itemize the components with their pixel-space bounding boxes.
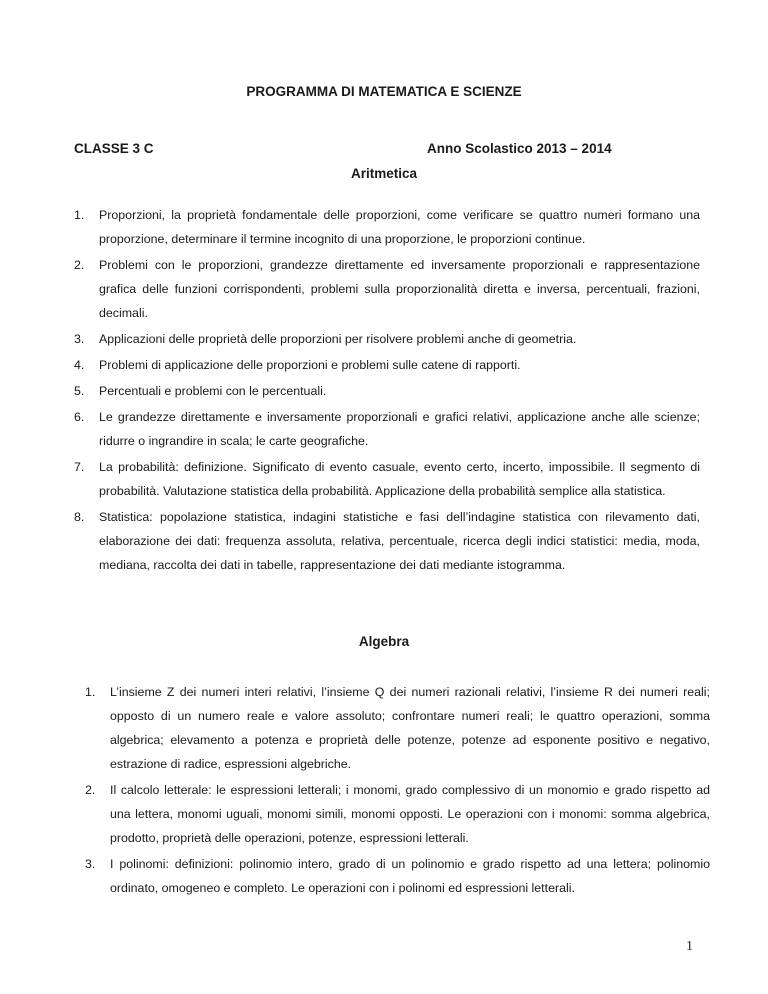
section-title-aritmetica: Aritmetica xyxy=(350,166,418,181)
item-text: Statistica: popolazione statistica, indagini statistiche e fasi dell’indagine statistica con rilevamento dati, elaborazione dei dati: frequenza assoluta, relativa, percentuale, ricerca degli indici statistici: media, moda, mediana, raccolta dei dati in tabelle, rappresentazione dei dati mediante istogramma. xyxy=(99,510,700,572)
section-title-algebra: Algebra xyxy=(358,634,410,649)
list-item xyxy=(74,327,700,351)
item-text: Applicazioni delle proprietà delle proporzioni per risolvere problemi anche di geometria. xyxy=(99,332,577,346)
item-number: 5. xyxy=(74,384,85,398)
list-item xyxy=(74,405,700,453)
list-item xyxy=(74,379,700,403)
item-text: Proporzioni, la proprietà fondamentale delle proporzioni, come verificare se quattro numeri formano una proporzione, determinare il termine incognito di una proporzione, le proporzioni continue. xyxy=(99,208,700,246)
item-number: 1. xyxy=(85,685,96,699)
item-number: 4. xyxy=(74,358,85,372)
item-text: Problemi con le proporzioni, grandezze direttamente ed inversamente proporzionali e rappresentazione grafica delle funzioni corrispondenti, problemi sulla proporzionalità diretta e inversa, percentuali, frazioni, decimali. xyxy=(99,258,700,320)
list-item xyxy=(85,680,710,776)
item-text: Le grandezze direttamente e inversamente proporzionali e grafici relativi, applicazione anche alle scienze; ridurre o ingrandire in scala; le carte geografiche. xyxy=(99,410,700,448)
list-item xyxy=(74,505,700,577)
list-item xyxy=(85,778,710,850)
item-text: I polinomi: definizioni: polinomio intero, grado di un polinomio e grado rispetto ad una lettera; polinomio ordinato, omogeneo e completo. Le operazioni con i polinomi ed espressioni letterali. xyxy=(110,857,710,895)
list-item xyxy=(85,852,710,900)
item-number: 2. xyxy=(85,783,96,797)
item-number: 8. xyxy=(74,510,85,524)
aritmetica-list xyxy=(74,203,700,579)
item-text: La probabilità: definizione. Significato di evento casuale, evento certo, incerto, impossibile. Il segmento di probabilità. Valutazione statistica della probabilità. Applicazione della probabilità semplice alla statistica. xyxy=(99,460,700,498)
algebra-list xyxy=(85,680,710,902)
item-number: 7. xyxy=(74,460,85,474)
item-number: 3. xyxy=(74,332,85,346)
item-text: Problemi di applicazione delle proporzioni e problemi sulle catene di rapporti. xyxy=(99,358,521,372)
item-number: 2. xyxy=(74,258,85,272)
item-number: 3. xyxy=(85,857,96,871)
item-number: 6. xyxy=(74,410,85,424)
list-item xyxy=(74,203,700,251)
page-number: 1 xyxy=(686,939,693,954)
class-label: CLASSE 3 C xyxy=(74,141,154,156)
list-item xyxy=(74,253,700,325)
list-item xyxy=(74,455,700,503)
document-title: PROGRAMMA DI MATEMATICA E SCIENZE xyxy=(246,84,522,99)
school-year-label: Anno Scolastico 2013 – 2014 xyxy=(427,141,612,156)
list-item xyxy=(74,353,700,377)
item-text: L’insieme Z dei numeri interi relativi, l’insieme Q dei numeri razionali relativi, l’insieme R dei numeri reali; opposto di un numero reale e valore assoluto; confrontare numeri reali; le quattro operazioni, somma algebrica; elevamento a potenza e proprietà delle potenze, potenze ad esponente positivo e negativo, estrazione di radice, espressioni algebriche. xyxy=(110,685,710,771)
item-number: 1. xyxy=(74,208,85,222)
item-text: Percentuali e problemi con le percentuali. xyxy=(99,384,327,398)
item-text: Il calcolo letterale: le espressioni letterali; i monomi, grado complessivo di un monomio e grado rispetto ad una lettera, monomi uguali, monomi simili, monomi opposti. Le operazioni con i monomi: somma algebrica, prodotto, proprietà delle operazioni, potenze, espressioni letterali. xyxy=(110,783,710,845)
